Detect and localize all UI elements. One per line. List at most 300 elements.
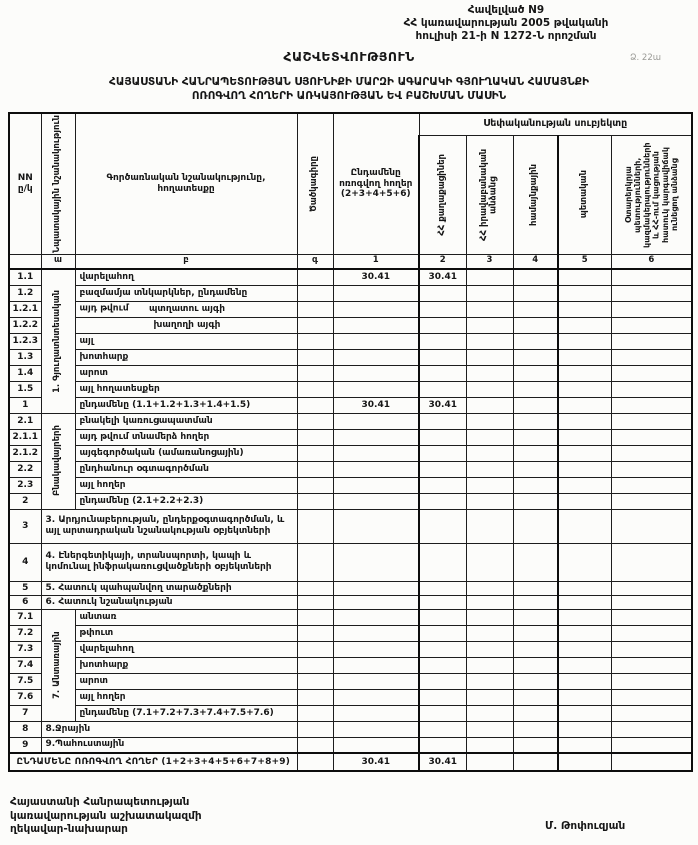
row-number-cell: 7 [9, 705, 41, 721]
table-row [9, 445, 692, 461]
row-number-cell: 2.3 [9, 477, 41, 493]
value-cell [513, 493, 558, 509]
value-cell [419, 581, 466, 595]
table-row [9, 543, 692, 581]
appendix-line-2: ՀՀ կառավարության 2005 թվականի [403, 17, 609, 29]
row-number-cell: 1.2 [9, 285, 41, 301]
value-cell [513, 543, 558, 581]
signatory-name: Մ. Թոփուզյան [545, 820, 626, 832]
value-cell [297, 413, 333, 429]
value-cell [297, 381, 333, 397]
row-desc-text: խոտհարք [79, 659, 129, 670]
table-row [9, 301, 692, 317]
value-cell [466, 413, 513, 429]
table-row [9, 285, 692, 301]
value-cell [466, 301, 513, 317]
value-cell [466, 737, 513, 753]
value-cell [466, 721, 513, 737]
row-desc-cell [75, 285, 297, 301]
index-cell [9, 254, 41, 269]
value-cell [297, 721, 333, 737]
header-purpose-cell [41, 113, 75, 254]
value-cell [466, 269, 513, 285]
value-cell [611, 445, 692, 461]
row-number-cell: 1.2.2 [9, 317, 41, 333]
value-cell [419, 509, 466, 543]
value-cell [513, 721, 558, 737]
value-cell [611, 543, 692, 581]
value-cell [558, 381, 611, 397]
value-cell [611, 609, 692, 625]
value-cell [419, 413, 466, 429]
row-desc-text: այդ թվում տնամերձ հողեր [79, 431, 210, 442]
value-cell [558, 689, 611, 705]
irrigated-lands-table [8, 112, 693, 772]
row-desc-text: բազմամյա տնկարկներ, ընդամենը [79, 287, 248, 298]
value-cell [333, 429, 419, 445]
table-row [9, 737, 692, 753]
value-cell [419, 365, 466, 381]
value-cell [466, 445, 513, 461]
page-subtitle [0, 76, 698, 103]
value-cell [558, 673, 611, 689]
value-cell [466, 317, 513, 333]
table-row [9, 397, 692, 413]
value-cell [513, 301, 558, 317]
value-cell [333, 365, 419, 381]
value-cell [558, 581, 611, 595]
value-cell [611, 285, 692, 301]
value-cell [466, 493, 513, 509]
row-desc-cell [75, 365, 297, 381]
value-cell [466, 581, 513, 595]
value-cell [333, 509, 419, 543]
row-number-cell: 3 [9, 509, 41, 543]
value-cell [513, 269, 558, 285]
value-cell [466, 349, 513, 365]
index-cell: 6 [611, 254, 692, 269]
value-cell [558, 333, 611, 349]
signatory-title [10, 796, 202, 837]
signatory-title-line-3: ղեկավար-նախարար [10, 823, 128, 835]
row-desc-text: այգեգործական (ամառանոցային) [79, 447, 244, 458]
table-row [9, 365, 692, 381]
row-desc-text: 8.Ջրային [45, 723, 91, 734]
value-cell [297, 543, 333, 581]
value-cell [419, 445, 466, 461]
table-row [9, 493, 692, 509]
value-cell [333, 413, 419, 429]
value-cell: 30.41 [419, 753, 466, 771]
value-cell [611, 269, 692, 285]
value-cell [297, 641, 333, 657]
table-row [9, 673, 692, 689]
value-cell [513, 673, 558, 689]
value-cell [297, 705, 333, 721]
value-cell [513, 461, 558, 477]
value-cell [513, 317, 558, 333]
value-cell [513, 397, 558, 413]
value-cell [611, 397, 692, 413]
row-desc-cell [75, 269, 297, 285]
value-cell [611, 461, 692, 477]
value-cell [297, 477, 333, 493]
value-cell: 30.41 [333, 753, 419, 771]
row-number-cell: 7.3 [9, 641, 41, 657]
header-owner-legal-cell [466, 135, 513, 254]
table-row [9, 477, 692, 493]
row-number-cell: 2.1.1 [9, 429, 41, 445]
value-cell [297, 609, 333, 625]
value-cell [513, 705, 558, 721]
row-number-cell: 1.4 [9, 365, 41, 381]
value-cell [611, 349, 692, 365]
row-number-cell: 1.5 [9, 381, 41, 397]
value-cell [611, 673, 692, 689]
value-cell [297, 269, 333, 285]
value-cell [513, 689, 558, 705]
value-cell [297, 397, 333, 413]
row-desc-text: ընդհանուր օգտագործման [79, 463, 209, 474]
value-cell [513, 641, 558, 657]
row-desc-text: բնակելի կառուցապատման [79, 415, 213, 426]
value-cell [611, 737, 692, 753]
value-cell [513, 349, 558, 365]
value-cell [333, 493, 419, 509]
row-number-cell: 1 [9, 397, 41, 413]
value-cell [558, 413, 611, 429]
value-cell [558, 657, 611, 673]
row-desc-text: խոտհարք [79, 351, 129, 362]
value-cell [419, 657, 466, 673]
value-cell [611, 413, 692, 429]
table-row [9, 689, 692, 705]
row-desc-cell [75, 625, 297, 641]
row-desc-cell [75, 349, 297, 365]
index-cell: 1 [333, 254, 419, 269]
value-cell [297, 461, 333, 477]
row-desc-cell [75, 705, 297, 721]
row-number-cell: 7.4 [9, 657, 41, 673]
value-cell [611, 753, 692, 771]
table-row [9, 269, 692, 285]
value-cell: 30.41 [333, 397, 419, 413]
row-desc-cell [75, 461, 297, 477]
index-cell: գ [297, 254, 333, 269]
value-cell [297, 333, 333, 349]
row-desc-cell [75, 657, 297, 673]
table-row [9, 595, 692, 609]
value-cell [513, 737, 558, 753]
row-number-cell: 8 [9, 721, 41, 737]
row-desc-prefix: այդ թվում [79, 303, 129, 314]
header-owner-state-cell [558, 135, 611, 254]
value-cell: 30.41 [419, 397, 466, 413]
header-owner-community-cell [513, 135, 558, 254]
group-label-cell [41, 609, 75, 721]
table-row [9, 705, 692, 721]
group-label: 7. Անտառային [52, 631, 63, 699]
value-cell [333, 581, 419, 595]
value-cell [513, 753, 558, 771]
row-number-cell: 6 [9, 595, 41, 609]
header-owner-citizens: ՀՀ քաղաքացիներ [436, 153, 447, 236]
row-desc-text: ընդամենը (1.1+1.2+1.3+1.4+1.5) [79, 399, 251, 410]
value-cell [419, 737, 466, 753]
value-cell [466, 333, 513, 349]
value-cell [419, 641, 466, 657]
value-cell [513, 413, 558, 429]
value-cell [558, 721, 611, 737]
value-cell [466, 509, 513, 543]
subtitle-line-1: ՀԱՅԱՍՏԱՆԻ ՀԱՆՐԱՊԵՏՈՒԹՅԱՆ ՍՅՈՒՆԻՔԻ ՄԱՐԶԻ ԱԳԱՐԱԿԻ ԳՅՈՒՂԱԿԱՆ ՀԱՄԱՅՆՔԻ [109, 76, 589, 88]
table-row [9, 461, 692, 477]
value-cell [297, 689, 333, 705]
table-row [9, 657, 692, 673]
row-desc-cell [75, 445, 297, 461]
row-desc-text: 5. Հատուկ պահպանվող տարածքների [45, 582, 232, 593]
value-cell [558, 493, 611, 509]
value-cell [297, 595, 333, 609]
value-cell [297, 493, 333, 509]
value-cell [513, 625, 558, 641]
row-desc-cell [41, 737, 297, 753]
value-cell [333, 595, 419, 609]
value-cell [333, 673, 419, 689]
signatory-title-line-2: կառավարության աշխատակազմի [10, 809, 202, 822]
row-number-cell: 2.2 [9, 461, 41, 477]
index-cell: 3 [466, 254, 513, 269]
value-cell [558, 397, 611, 413]
value-cell [611, 689, 692, 705]
value-cell [611, 381, 692, 397]
row-number-cell: 1.2.1 [9, 301, 41, 317]
value-cell [466, 625, 513, 641]
group-label: Բնակավայրերի [52, 425, 63, 497]
value-cell [466, 689, 513, 705]
value-cell [611, 477, 692, 493]
value-cell [466, 753, 513, 771]
value-cell [466, 595, 513, 609]
value-cell [558, 429, 611, 445]
table-row [9, 509, 692, 543]
row-desc-text: թփուտ [79, 627, 114, 638]
value-cell [297, 349, 333, 365]
header-owner-citizens-cell [419, 135, 466, 254]
row-desc-cell [75, 301, 297, 317]
value-cell [513, 657, 558, 673]
value-cell [466, 673, 513, 689]
row-number-cell: 4 [9, 543, 41, 581]
value-cell [419, 349, 466, 365]
table-row [9, 581, 692, 595]
row-desc-cell [75, 381, 297, 397]
row-number-cell: 5 [9, 581, 41, 595]
value-cell [333, 461, 419, 477]
row-desc-text: ընդամենը (7.1+7.2+7.3+7.4+7.5+7.6) [79, 707, 274, 718]
value-cell [466, 477, 513, 493]
value-cell [611, 721, 692, 737]
value-cell [297, 429, 333, 445]
row-desc-cell [75, 317, 297, 333]
value-cell [611, 317, 692, 333]
value-cell [419, 543, 466, 581]
value-cell [466, 365, 513, 381]
value-cell [611, 429, 692, 445]
value-cell [611, 301, 692, 317]
value-cell [513, 509, 558, 543]
value-cell [611, 625, 692, 641]
header-owner-community: համայնքային [529, 163, 540, 226]
table-row [9, 381, 692, 397]
row-desc-cell [75, 333, 297, 349]
row-desc-cell [41, 721, 297, 737]
row-number-cell: 2.1 [9, 413, 41, 429]
header-code-cell [297, 113, 333, 254]
value-cell [419, 493, 466, 509]
header-owner-foreign: Օտարերկրյա պետությունների, կազմակերպությունների և ՀՀ-ում կացության հատուկ կարգավիճակ ունեցող անձանց [623, 141, 679, 248]
row-desc-cell [41, 543, 297, 581]
header-owner-legal: ՀՀ իրավաբանական անձանց [478, 148, 499, 241]
row-number-cell: 9 [9, 737, 41, 753]
header-nn: NN ը/կ [9, 113, 41, 254]
value-cell [419, 609, 466, 625]
row-desc-text: արոտ [79, 367, 108, 378]
value-cell [466, 381, 513, 397]
table-row [9, 317, 692, 333]
value-cell [558, 609, 611, 625]
value-cell [558, 595, 611, 609]
row-desc-cell [75, 413, 297, 429]
value-cell [513, 581, 558, 595]
row-desc-text: վարելահող [79, 643, 134, 654]
value-cell [297, 673, 333, 689]
grand-total-row [9, 753, 692, 771]
value-cell [558, 349, 611, 365]
value-cell [513, 333, 558, 349]
value-cell [513, 381, 558, 397]
value-cell [333, 625, 419, 641]
value-cell [558, 461, 611, 477]
row-desc-cell [75, 429, 297, 445]
value-cell [333, 641, 419, 657]
row-desc-text: արոտ [79, 675, 108, 686]
row-desc-text: 3. Արդյունաբերության, ընդերքօգտագործման, և այլ արտադրական նշանակության օբյեկտների [45, 515, 285, 536]
value-cell [297, 753, 333, 771]
row-desc-cell [41, 595, 297, 609]
table-row [9, 333, 692, 349]
row-desc-cell [75, 673, 297, 689]
header-total: Ընդամենը ոռոգվող հողեր (2+3+4+5+6) [333, 113, 419, 254]
value-cell [513, 285, 558, 301]
value-cell [419, 461, 466, 477]
value-cell [558, 445, 611, 461]
value-cell [611, 333, 692, 349]
value-cell [333, 285, 419, 301]
value-cell [558, 477, 611, 493]
value-cell [611, 595, 692, 609]
value-cell [297, 657, 333, 673]
value-cell [558, 301, 611, 317]
row-desc-cell [75, 397, 297, 413]
value-cell [466, 429, 513, 445]
row-desc-text: անտառ [79, 611, 117, 622]
appendix-line-3: հուլիսի 21-ի N 1272-Ն որոշման [415, 30, 597, 42]
value-cell [513, 365, 558, 381]
value-cell [333, 543, 419, 581]
appendix-reference [326, 4, 686, 43]
row-desc-cell [75, 689, 297, 705]
value-cell [611, 509, 692, 543]
value-cell [611, 581, 692, 595]
index-cell: 2 [419, 254, 466, 269]
value-cell [333, 301, 419, 317]
value-cell [333, 333, 419, 349]
value-cell [611, 365, 692, 381]
value-cell [466, 461, 513, 477]
table-row [9, 413, 692, 429]
value-cell [333, 317, 419, 333]
header-functional: Գործառնական նշանակությունը, հողատեսքը [75, 113, 297, 254]
value-cell [558, 641, 611, 657]
value-cell [419, 317, 466, 333]
row-desc-text: այլ հողեր [79, 479, 126, 490]
row-number-cell: 1.1 [9, 269, 41, 285]
row-desc-text: խաղողի այգի [153, 319, 221, 330]
table-row [9, 609, 692, 625]
row-desc-cell [41, 581, 297, 595]
value-cell [513, 477, 558, 493]
value-cell [611, 493, 692, 509]
value-cell [419, 285, 466, 301]
value-cell [558, 753, 611, 771]
handwritten-note: Ձ. 22ա [630, 53, 662, 63]
table-row [9, 349, 692, 365]
value-cell [513, 609, 558, 625]
value-cell [558, 365, 611, 381]
value-cell [333, 381, 419, 397]
row-desc-text: 6. Հատուկ նշանակության [45, 596, 173, 607]
value-cell [419, 477, 466, 493]
row-desc-cell [75, 641, 297, 657]
value-cell [611, 641, 692, 657]
value-cell [297, 285, 333, 301]
value-cell [466, 641, 513, 657]
value-cell [558, 509, 611, 543]
value-cell [466, 543, 513, 581]
value-cell [297, 581, 333, 595]
value-cell [419, 689, 466, 705]
value-cell [333, 445, 419, 461]
index-cell: 5 [558, 254, 611, 269]
row-number-cell: 7.2 [9, 625, 41, 641]
index-row [9, 254, 692, 269]
row-number-cell: 7.1 [9, 609, 41, 625]
value-cell [558, 705, 611, 721]
row-desc-text: այլ հողատեսքեր [79, 383, 160, 394]
value-cell [333, 705, 419, 721]
value-cell: 30.41 [333, 269, 419, 285]
value-cell [419, 333, 466, 349]
row-desc-cell [75, 493, 297, 509]
value-cell [419, 429, 466, 445]
index-cell: ա [41, 254, 75, 269]
row-desc-cell [75, 609, 297, 625]
page-title: ՀԱՇՎԵՏՎՈՒԹՅՈՒՆ [283, 49, 415, 64]
value-cell [558, 285, 611, 301]
value-cell [333, 657, 419, 673]
value-cell [333, 737, 419, 753]
